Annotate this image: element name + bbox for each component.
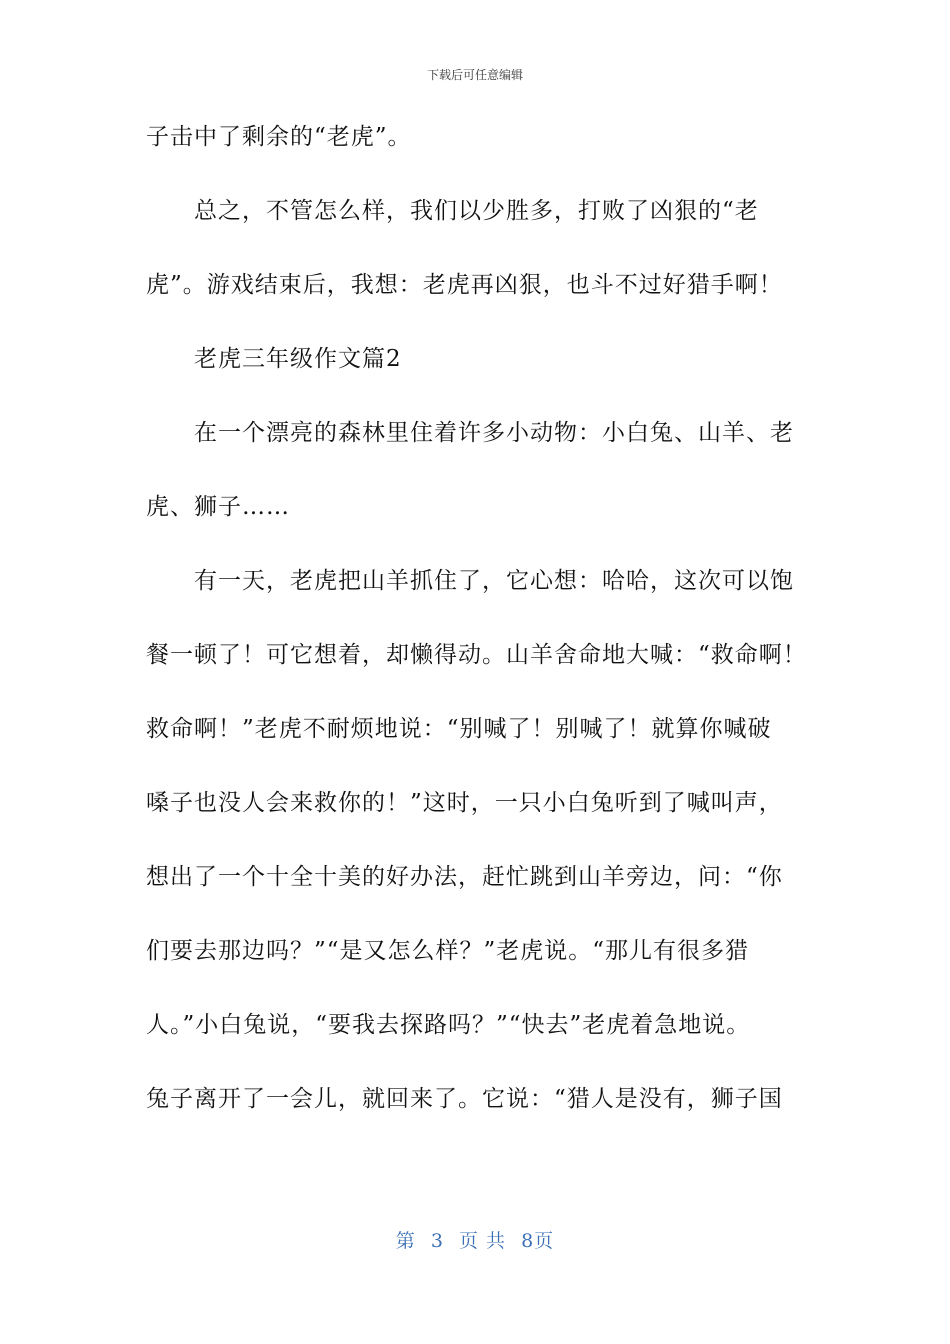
- text-line: 救命啊！”老虎不耐烦地说：“别喊了！别喊了！就算你喊破: [146, 716, 772, 742]
- text-line: 想出了一个十全十美的好办法，赶忙跳到山羊旁边，问：“你: [146, 864, 783, 890]
- text-line: 虎、狮子……: [146, 494, 290, 520]
- text-line: 人。”小白兔说，“要我去探路吗？”“快去”老虎着急地说。: [146, 1012, 751, 1038]
- section-heading: 老虎三年级作文篇2: [194, 346, 402, 372]
- text-line: 在一个漂亮的森林里住着许多小动物：小白兔、山羊、老: [194, 420, 794, 446]
- text-line: 虎”。游戏结束后，我想：老虎再凶狠，也斗不过好猎手啊！: [146, 272, 783, 298]
- page-footer: [0, 1226, 950, 1253]
- footer-middle: 页 共: [459, 1230, 507, 1252]
- footer-total-pages: 8页: [521, 1230, 555, 1252]
- text-line: 餐一顿了！可它想着，却懒得动。山羊舍命地大喊：“救命啊！: [146, 642, 807, 668]
- footer-page-number: 3: [430, 1230, 444, 1252]
- text-line: 有一天，老虎把山羊抓住了，它心想：哈哈，这次可以饱: [194, 568, 794, 594]
- text-line: 子击中了剩余的“老虎”。: [146, 124, 412, 150]
- text-line: 兔子离开了一会儿，就回来了。它说：“猎人是没有，狮子国: [146, 1086, 783, 1112]
- text-line: 嗓子也没人会来救你的！”这时，一只小白兔听到了喊叫声，: [146, 790, 783, 816]
- text-line: 们要去那边吗？”“是又怎么样？”老虎说。“那儿有很多猎: [146, 938, 750, 964]
- page-header: 下载后可任意编辑: [426, 68, 523, 82]
- document-body: [146, 122, 812, 1158]
- text-line: 总之，不管怎么样，我们以少胜多，打败了凶狠的“老: [194, 198, 759, 224]
- footer-prefix: 第: [395, 1230, 416, 1252]
